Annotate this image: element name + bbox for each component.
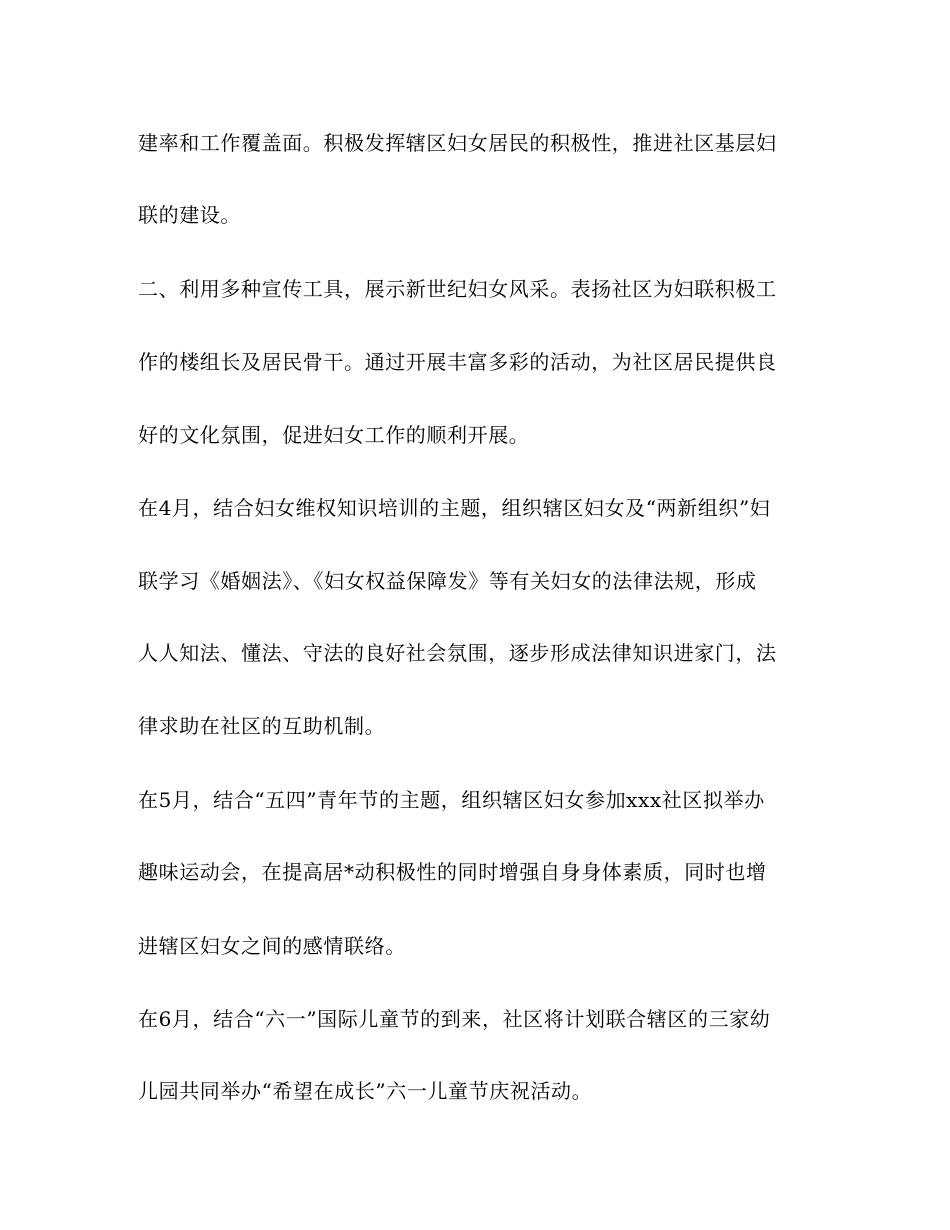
- text-line: 在4月，结合妇女维权知识培训的主题，组织辖区妇女及“两新组织”妇: [138, 496, 771, 520]
- text-line: 联学习《婚姻法》、《妇女权益保障发》等有关妇女的法律法规，形成: [138, 569, 757, 593]
- text-line: 建率和工作覆盖面。积极发挥辖区妇女居民的积极性，推进社区基层妇: [138, 131, 777, 155]
- text-line: 在6月，结合“六一”国际儿童节的到来，社区将计划联合辖区的三家幼: [138, 1007, 771, 1031]
- text-line: 人人知法、懂法、守法的良好社会氛围，逐步形成法律知识进家门，法: [138, 641, 777, 665]
- text-line: 二、利用多种宣传工具，展示新世纪妇女风采。表扬社区为妇联积极工: [138, 277, 777, 301]
- text-line: 联的建设。: [138, 203, 241, 227]
- text-line: 律求助在社区的互助机制。: [138, 714, 386, 738]
- text-line: 进辖区妇女之间的感情联络。: [138, 934, 406, 958]
- text-line: 趣味运动会，在提高居*动积极性的同时增强自身身体素质，同时也增: [138, 860, 767, 884]
- text-line: 在5月，结合“五四”青年节的主题，组织辖区妇女参加xxx社区拟举办: [138, 788, 765, 812]
- text-line: 儿园共同举办“希望在成长”六一儿童节庆祝活动。: [138, 1079, 593, 1103]
- text-line: 作的楼组长及居民骨干。通过开展丰富多彩的活动，为社区居民提供良: [138, 350, 777, 374]
- text-line: 好的文化氛围，促进妇女工作的顺利开展。: [138, 423, 530, 447]
